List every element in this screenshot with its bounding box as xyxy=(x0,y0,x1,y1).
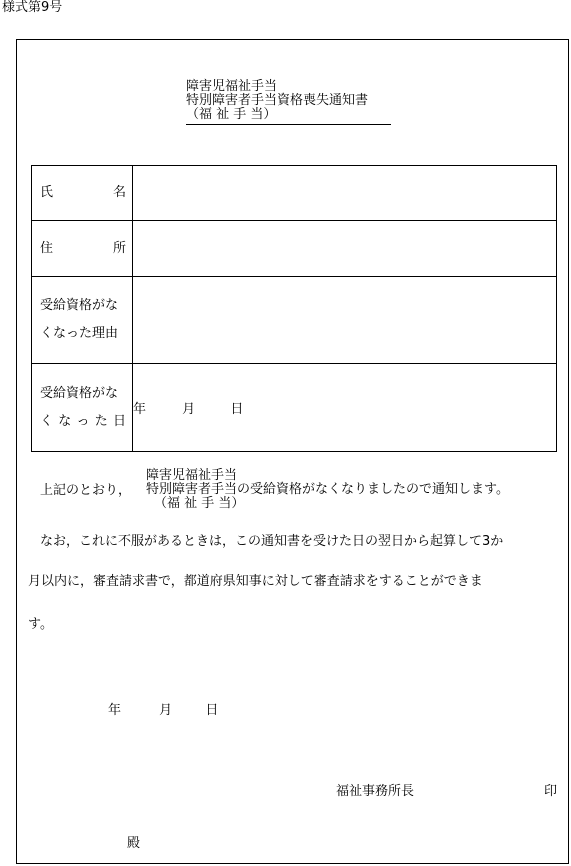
address-field[interactable] xyxy=(133,221,557,277)
address-label: 住 所 xyxy=(32,221,133,277)
notice-stack-bottom: （福 祉 手 当） xyxy=(154,496,245,511)
date-field[interactable]: 年 月 日 xyxy=(133,364,557,452)
notice-stack xyxy=(146,469,509,511)
appeal-line-3: す。 xyxy=(28,617,53,632)
office-head: 福祉事務所長 xyxy=(336,784,415,799)
title-line-1: 障害児福祉手当 xyxy=(186,79,278,94)
reason-label: 受給資格がな くなった理由 xyxy=(32,277,133,364)
notice-stack-top: 障害児福祉手当 xyxy=(146,468,238,483)
seal-mark: 印 xyxy=(544,784,558,799)
title-line-3: （福 祉 手 当） xyxy=(186,107,277,122)
name-field[interactable] xyxy=(133,166,557,221)
notice-stack-mid: 特別障害者手当の受給資格がなくなりましたので通知します。 xyxy=(146,482,509,497)
table-row xyxy=(32,277,557,364)
title-underline xyxy=(186,124,391,125)
appeal-line-2: 月以内に，審査請求書で，都道府県知事に対して審査請求をすることができま xyxy=(28,574,483,589)
issue-date: 年 月 日 xyxy=(108,703,219,718)
name-label: 氏 名 xyxy=(32,166,133,221)
form-number: 様式第9号 xyxy=(2,0,63,15)
notice-prefix: 上記のとおり， xyxy=(40,483,132,498)
addressee-suffix: 殿 xyxy=(127,836,141,851)
table-row xyxy=(32,166,557,221)
table-row xyxy=(32,221,557,277)
title-line-2: 特別障害者手当資格喪失通知書 xyxy=(186,93,369,108)
table-row xyxy=(32,364,557,452)
reason-field[interactable] xyxy=(133,277,557,364)
info-table xyxy=(31,165,557,452)
document-title xyxy=(186,80,368,122)
appeal-line-1: なお，これに不服があるときは，この通知書を受けた日の翌日から起算して3か xyxy=(40,534,504,549)
date-label: 受給資格がな く な っ た 日 xyxy=(32,364,133,452)
